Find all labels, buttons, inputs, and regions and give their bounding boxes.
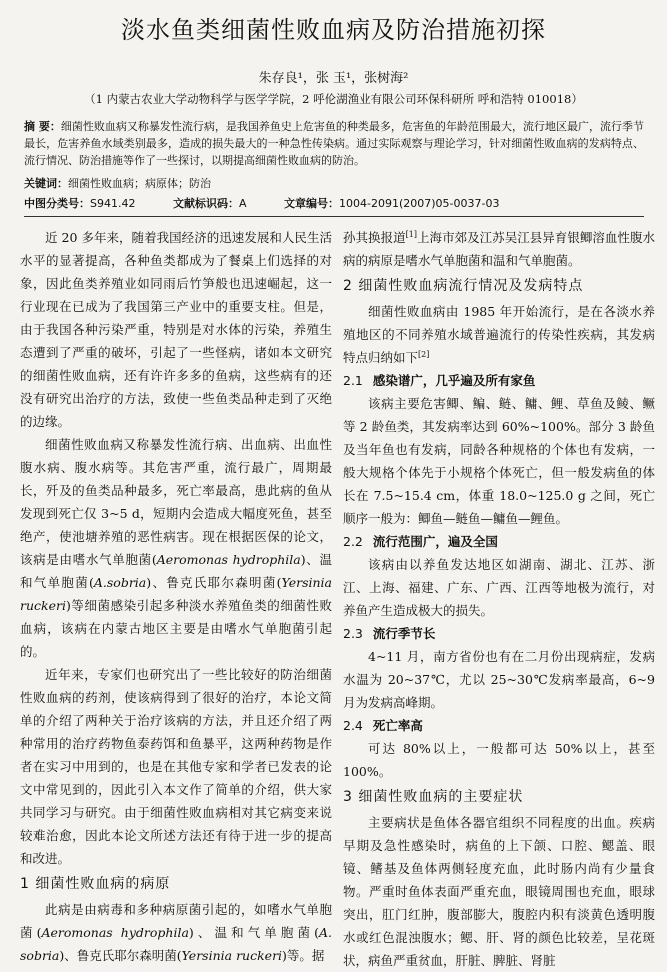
cls-label: 中图分类号： xyxy=(24,197,90,210)
subsection-2-3-heading: 2.3 流行季节长 xyxy=(343,626,436,641)
affiliation: （1 内蒙古农业大学动物科学与医学学院，2 呼伦湖渔业有限公司环保科研所 呼和浩特 010018） xyxy=(84,92,583,106)
abstract xyxy=(24,118,644,169)
doc-code-value: A xyxy=(238,197,247,210)
section-1-paragraph: 此病是由病毒和多种病原菌引起的，如嗜水气单胞菌(Aeromonas hydrophila)、温和气单胞菌(A. sobria)、鲁克氏耶尔森明菌(Yersinia ruckeri)等。据 xyxy=(20,902,332,963)
subsection-2-1-heading: 2.1 感染谱广，几乎遍及所有家鱼 xyxy=(343,373,536,388)
keywords-text: 细菌性败血病；病原体；防治 xyxy=(68,177,211,190)
section-3-paragraph: 主要病状是鱼体各器官组织不同程度的出血。疾病早期及急性感染时，病鱼的上下颌、口腔、鳃盖、眼镜、鳍基及鱼体两侧轻度充血，此时肠内尚有少量食物。严重时鱼体表面严重充血，眼镜周围也充血，眼球突出，肛门红肿，腹部膨大，腹腔内积有淡黄色透明腹水或红色混浊腹水；鳃、肝、肾的颜色比较差，呈花斑状，病鱼严重贫血，肝脏、脾脏、肾脏 xyxy=(343,815,655,968)
keywords xyxy=(24,175,644,191)
citation-1: [1] xyxy=(405,229,417,239)
subsection-2-4-paragraph: 可达 80%以上，一般都可达 50%以上，甚至 100%。 xyxy=(343,741,655,779)
citation-2: [2] xyxy=(418,349,430,359)
cls-value: S941.42 xyxy=(90,197,136,210)
section-2-paragraph: 细菌性败血病由 1985 年开始流行，是在各淡水养殖地区的不同养殖水域普遍流行的传染性疾病，其发病特点归纳如下[2] xyxy=(343,304,655,365)
subsection-2-3-paragraph: 4~11 月，南方省份也有在二月份出现病症，发病水温为 20~37℃，尤以 25~30℃发病率最高，6~9 月为发病高峰期。 xyxy=(343,649,655,710)
left-column xyxy=(20,226,332,967)
header-divider xyxy=(24,216,644,217)
subsection-2-1-paragraph: 该病主要危害鲫、鳊、鲢、鳙、鲤、草鱼及鲮、鳜等 2 龄鱼类，其发病率达到 60%~100%。部分 3 龄鱼及当年鱼也有发病，同龄各种规格的个体也有发病，一般大规格个体先于小规格个体死亡，但一般发病鱼的体长在 7.5~15.4 cm，体重 18.0~125.0 g 之间，死亡顺序一般为：鲫鱼—鲢鱼—鳙鱼—鲤鱼。 xyxy=(343,396,655,526)
abstract-label: 摘 要： xyxy=(24,120,61,133)
authors: 朱存良¹，张 玉¹，张树海² xyxy=(258,71,409,86)
classification-line xyxy=(24,195,644,211)
right-column xyxy=(343,226,655,972)
intro-paragraph-3: 近年来，专家们也研究出了一些比较好的防治细菌性败血病的药剂，使该病得到了很好的治疗，本论文简单的介绍了两种关于治疗该病的方法，并且还介绍了两种常用的治疗药物鱼泰药饵和鱼暴平，这两种药物是作者在实习中用到的，也是在其他专家和学者已发表的论文中常见到的，因此引入本文作了简单的介绍，供大家共同学习与研究。由于细菌性败血病相对其它病变来说较难治愈，因此本论文所述方法还有待于进一步的提高和改进。 xyxy=(20,667,332,866)
article-no-label: 文章编号： xyxy=(284,197,340,210)
article-no-value: 1004-2091(2007)05-0037-03 xyxy=(339,197,500,210)
subsection-2-2-heading: 2.2 流行范围广，遍及全国 xyxy=(343,534,498,549)
subsection-2-4-heading: 2.4 死亡率高 xyxy=(343,718,423,733)
section-1-heading: 1 细菌性败血病的病原 xyxy=(20,876,171,892)
section-3-heading: 3 细菌性败血病的主要症状 xyxy=(343,789,524,805)
subsection-2-2-paragraph: 该病由以养鱼发达地区如湖南、湖北、江苏、浙江、上海、福建、广东、广西、江西等地极为流行，对养鱼产生造成极大的损失。 xyxy=(343,557,655,618)
intro-paragraph-2: 细菌性败血病又称暴发性流行病、出血病、出血性腹水病、腹水病等。其危害严重，流行最广，周期最长，歼及的鱼类品种最多，死亡率最高，患此病的鱼从发现到死亡仅 3~5 d，短期内会造成大幅度死鱼，甚至绝产，使池塘养殖的恶性病害。现在根据医保的论文，该病是由嗜水气单胞菌(Aeromonas hydrophila)、温和气单胞菌(A.sobria)、鲁克氏耶尔森明菌(Yersinia ruckeri)等细菌感染引起多种淡水养殖鱼类的细菌性败血病，该病在内蒙古地区主要是由嗜水气单胞菌引起的。 xyxy=(20,437,332,659)
keywords-label: 关键词： xyxy=(24,177,68,190)
intro-paragraph-1: 近 20 多年来，随着我国经济的迅速发展和人民生活水平的显著提高，各种鱼类都成为了餐桌上们选择的对象，因此鱼类养殖业如同雨后竹笋般也迅速崛起，这一行业现在已成为了我国第三产业中的重要支柱。但是，由于我国各种污染严重，特别是对水体的污染，养殖生态遭到了严重的破坏，引起了一些怪病，诸如本文研究的细菌性败血病，还有许许多多的鱼病，这些病有的还没有研究出治疗的方法，致使一些鱼类品种走到了灭绝的边缘。 xyxy=(20,230,332,429)
abstract-text: 细菌性败血病又称暴发性流行病，是我国养鱼史上危害鱼的种类最多，危害鱼的年龄范围最大，流行地区最广，流行季节最长，危害养鱼水域类别最多，造成的损失最大的一种急性传染病。通过实际观察与理论学习，针对细菌性败血病的发病特点、流行情况、防治措施等作了一些探讨，以期提高细菌性败血病的防治。 xyxy=(24,120,644,167)
section-1-continued: 孙其换报道[1]上海市郊及江苏吴江县异育银鲫溶血性腹水病的病原是嗜水气单胞菌和温和气单胞菌。 xyxy=(343,229,655,268)
section-2-heading: 2 细菌性败血病流行情况及发病特点 xyxy=(343,278,584,294)
doc-code-label: 文献标识码： xyxy=(172,197,239,210)
paper-title: 淡水鱼类细菌性败血病及防治措施初探 xyxy=(121,16,546,44)
